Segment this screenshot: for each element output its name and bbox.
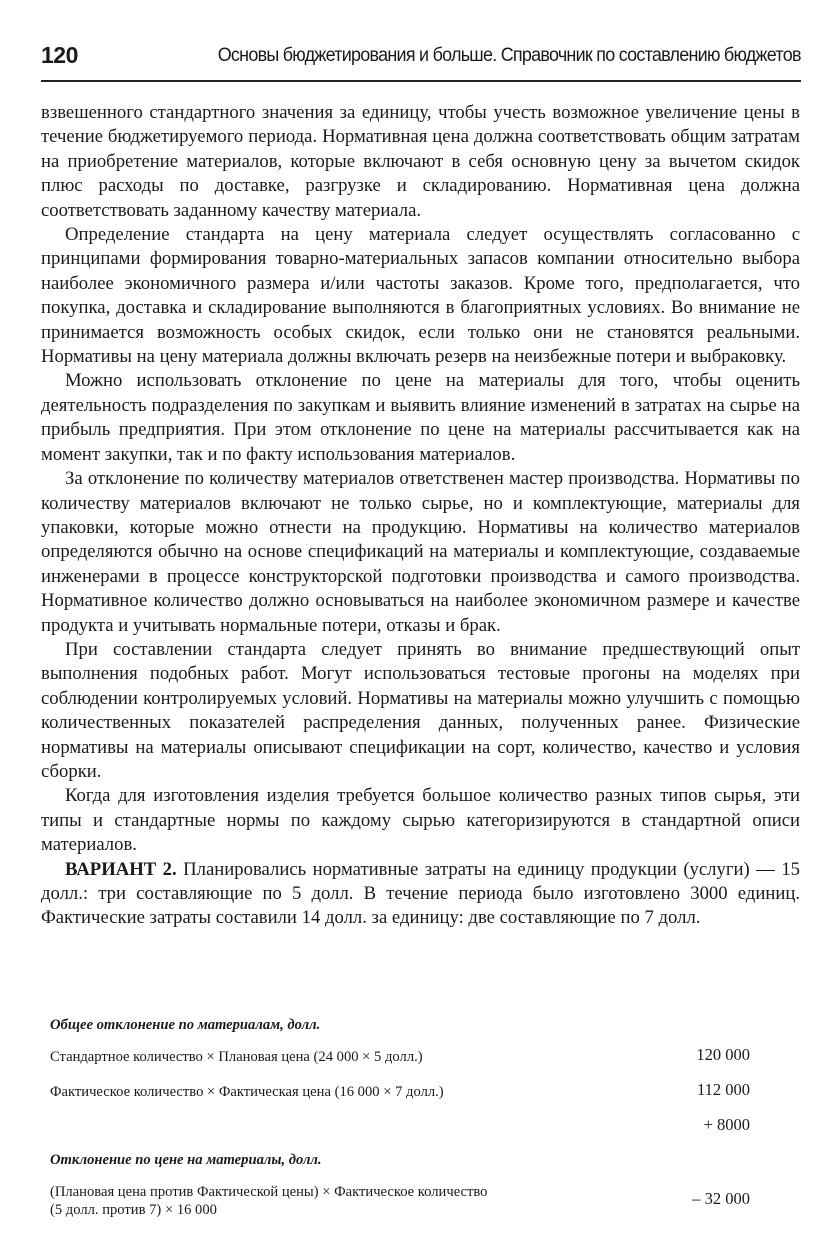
standard-row-value: 120 000 xyxy=(696,1045,750,1064)
paragraph-3: Можно использовать отклонение по цене на материалы для того, чтобы оценить деятельность подразделения по закупкам и выявить влияние изменений в затратах на сырье на прибыль предприятия. При этом отклонение по цене на материалы рассчитывается как на момент закупки, так и по факту использования материалов. xyxy=(41,370,800,465)
paragraph-7 xyxy=(41,858,800,931)
paragraph-6: Когда для изготовления изделия требуется большое количество разных типов сырья, эти типы и стандартные нормы по каждому сырью категоризируются в стандартной описи материалов. xyxy=(41,785,800,856)
price-variance-value: – 32 000 xyxy=(692,1189,750,1208)
variant-label: ВАРИАНТ 2. xyxy=(65,858,177,880)
page-header xyxy=(41,36,801,82)
price-variance-label-line1: (Плановая цена против Фактической цены) × Фактическое количество xyxy=(50,1184,488,1200)
price-variance-heading: Отклонение по цене на материалы, долл. xyxy=(50,1152,322,1168)
total-variance-value: + 8000 xyxy=(703,1115,750,1134)
paragraph-4: За отклонение по количеству материалов ответственен мастер производства. Нормативы по количеству материалов включают не только сырье, но и комплектующие, материалы для упаковки, которые можно отнести на продукцию. Нормативы на количество материалов определяются обычно на основе спецификаций на материалы и комплектующие, создаваемые инженерами в процессе конструкторской подготовки производства и самого производства. Нормативное количество должно основываться на наиболее экономичном размере и качестве продукта и учитывать нормальные потери, отказы и брак. xyxy=(41,468,800,636)
paragraph-1: взвешенного стандартного значения за единицу, чтобы учесть возможное увеличение цены в течение бюджетируемого периода. Нормативная цена должна соответствовать общим затратам на приобретение материалов, которые включают в себя основную цену за вычетом скидок плюс расходы по доставке, разгрузке и складированию. Нормативная цена должна соответствовать заданному качеству материала. xyxy=(41,102,800,221)
standard-row-label: Стандартное количество × Плановая цена (24 000 × 5 долл.) xyxy=(50,1049,423,1065)
actual-row-label: Фактическое количество × Фактическая цена (16 000 × 7 долл.) xyxy=(50,1084,444,1100)
variant-text: Планировались нормативные затраты на единицу продукции (услуги) — 15 долл.: три составляющие по 5 долл. В течение периода было изготовлено 3000 единиц. Фактические затраты составили 14 долл. за единицу: две составляющие по 7 долл. xyxy=(41,858,801,929)
paragraph-5: При составлении стандарта следует принять во внимание предшествующий опыт выполнения подобных работ. Могут использоваться тестовые прогоны на моделях при соблюдении контролируемых условий. Нормативы на материалы можно улучшить с помощью количественных показателей распределения данных, полученных ранее. Физические нормативы на материалы описывают спецификации на сорт, количество, качество и условия сборки. xyxy=(41,638,800,782)
price-variance-label-line2: (5 долл. против 7) × 16 000 xyxy=(50,1202,217,1218)
paragraph-2: Определение стандарта на цену материала следует осуществлять согласованно с принципами формирования товарно-материальных запасов компании относительно выбора наиболее экономичного размера и/или частоты заказов. Кроме того, предполагается, что покупка, доставка и складирование выполняются в благоприятных условиях. Во внимание не принимается возможность особых скидок, если только они не становятся реальными. Нормативы на цену материала должны включать резерв на неизбежные потери и выбраковку. xyxy=(41,224,800,368)
running-title: Основы бюджетирования и больше. Справочник по составлению бюджетов xyxy=(217,44,801,66)
actual-row-value: 112 000 xyxy=(696,1080,750,1099)
total-variance-heading: Общее отклонение по материалам, долл. xyxy=(50,1017,321,1033)
page-number: 120 xyxy=(41,42,78,68)
body-text xyxy=(41,101,800,931)
